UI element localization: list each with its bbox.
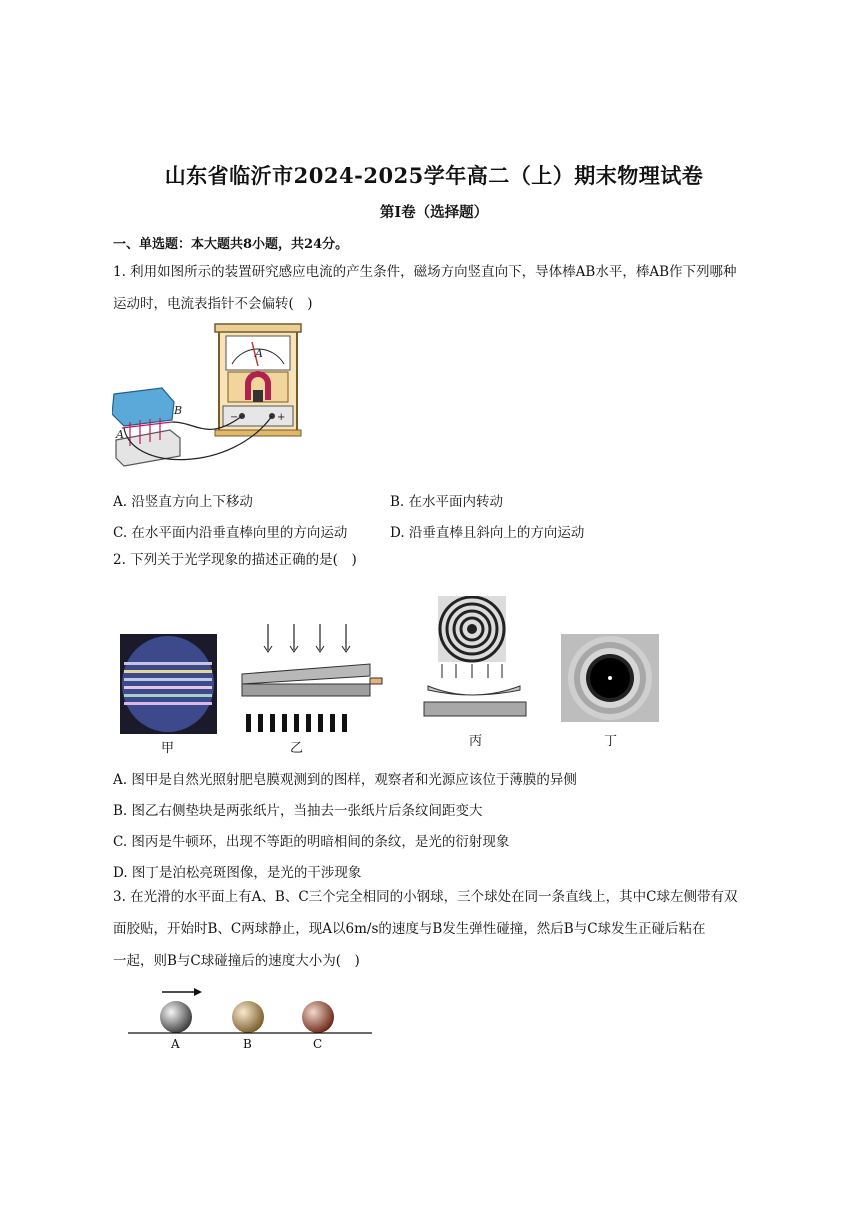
ball-a-label: A	[171, 1037, 180, 1051]
part-heading: 第I卷（选择题）	[379, 204, 489, 221]
q3-balls-figure	[126, 984, 376, 1054]
q2-poisson-spot-figure	[561, 634, 659, 722]
svg-text:+: +	[277, 412, 286, 423]
q1-option-a: A. 沿竖直方向上下移动	[113, 494, 253, 510]
caption-yi: 乙	[290, 741, 304, 756]
q3-stem-line3: 一起，则B与C球碰撞后的速度大小为( )	[113, 953, 360, 969]
ball-c-label: C	[313, 1037, 323, 1051]
page-title: 山东省临沂市2024-2025学年高二（上）期末物理试卷	[164, 163, 704, 188]
q3-stem-line1: 3. 在光滑的水平面上有A、B、C三个完全相同的小钢球，三个球处在同一条直线上，其中C球左侧带有双	[113, 889, 738, 905]
caption-bing: 丙	[469, 734, 483, 749]
rod-end-a-label: A	[116, 428, 124, 441]
ball-b	[232, 1001, 264, 1033]
q3-stem-line2: 面胶贴，开始时B、C两球静止，现A以6m/s的速度与B发生弹性碰撞，然后B与C球发生正碰后粘在	[113, 921, 706, 937]
q1-option-d: D. 沿垂直棒且斜向上的方向运动	[390, 525, 585, 541]
caption-ding: 丁	[604, 734, 618, 749]
q2-option-b: B. 图乙右侧垫块是两张纸片，当抽去一张纸片后条纹间距变大	[113, 803, 483, 819]
q1-option-b: B. 在水平面内转动	[390, 494, 504, 510]
caption-jia: 甲	[161, 741, 175, 756]
section-heading: 一、单选题：本大题共8小题，共24分。	[113, 237, 349, 252]
ball-a	[160, 1001, 192, 1033]
meter-label: A	[255, 347, 263, 360]
q2-soap-film-figure	[120, 634, 217, 734]
q2-air-wedge-figure	[240, 622, 385, 734]
rod-end-b-label: B	[174, 404, 183, 417]
q1-option-c: C. 在水平面内沿垂直棒向里的方向运动	[113, 525, 348, 541]
ball-c	[302, 1001, 334, 1033]
q2-stem: 2. 下列关于光学现象的描述正确的是( )	[113, 552, 357, 568]
q2-option-d: D. 图丁是泊松亮斑图像，是光的干涉现象	[113, 865, 362, 881]
ball-b-label: B	[243, 1037, 252, 1051]
q1-stem-line2: 运动时，电流表指针不会偏转( )	[113, 296, 313, 312]
svg-text:−: −	[230, 412, 239, 423]
q2-newton-rings-figure	[420, 596, 530, 718]
q2-option-c: C. 图丙是牛顿环，出现不等距的明暗相间的条纹，是光的衍射现象	[113, 834, 510, 850]
q1-induction-apparatus-figure	[112, 322, 307, 474]
q2-option-a: A. 图甲是自然光照射肥皂膜观测到的图样，观察者和光源应该位于薄膜的异侧	[113, 772, 577, 788]
q1-stem-line1: 1. 利用如图所示的装置研究感应电流的产生条件，磁场方向竖直向下，导体棒AB水平，棒AB作下列哪种	[113, 264, 737, 280]
